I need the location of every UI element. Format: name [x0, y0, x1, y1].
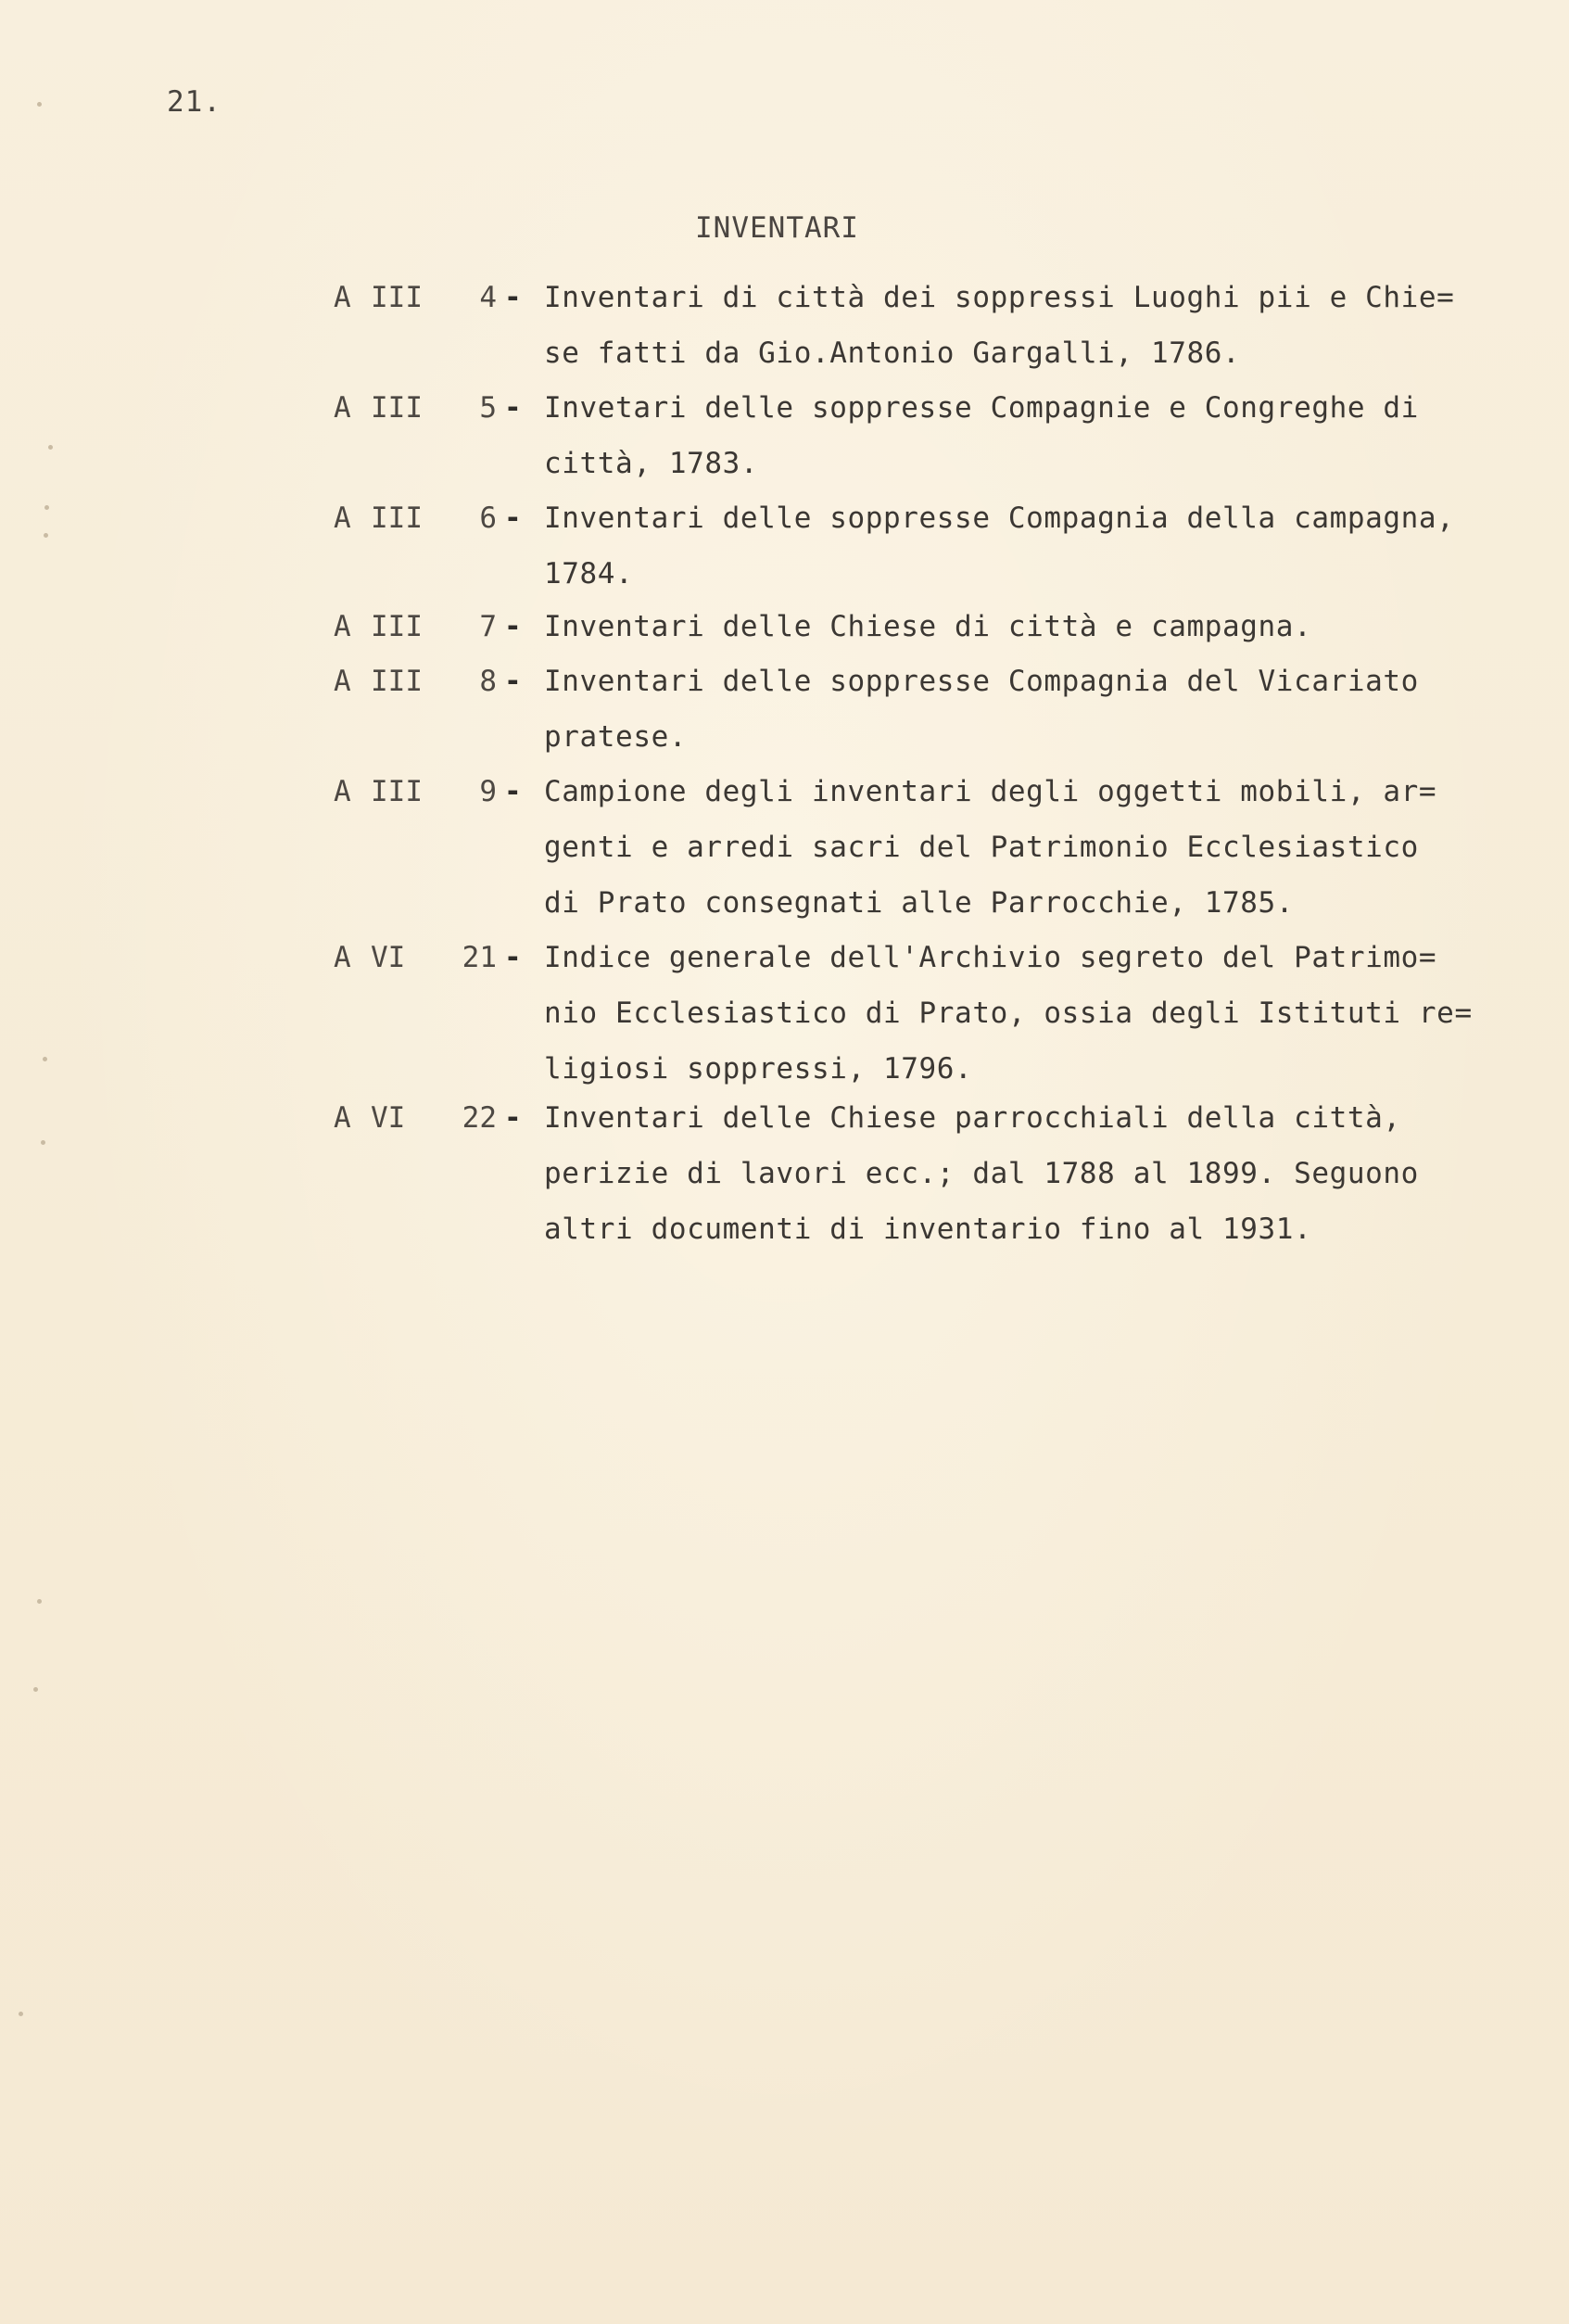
entry-line: genti e arredi sacri del Patrimonio Ecclesiastico [544, 831, 1419, 864]
entry-line: Inventari di città dei soppressi Luoghi pii e Chie= [544, 281, 1455, 314]
entry-line: altri documenti di inventario fino al 1931. [544, 1213, 1312, 1246]
series-letter: A [334, 941, 351, 974]
item-number: 6 [479, 502, 497, 535]
series-letter: A [334, 391, 351, 425]
item-number: 7 [479, 610, 497, 643]
entry-line: pratese. [544, 720, 688, 754]
entry-description [544, 654, 1489, 765]
shelf-mark [334, 930, 497, 985]
entry-line: Inventari delle Chiese parrocchiali della città, [544, 1101, 1401, 1135]
series-roman: III [371, 391, 423, 425]
entry-line: Inventari delle Chiese di città e campagna. [544, 610, 1312, 643]
shelf-mark [334, 1090, 497, 1146]
page-number: 21. [167, 85, 221, 119]
separator-dash: - [504, 941, 522, 974]
item-number: 21 [462, 941, 497, 974]
entry-line: Invetari delle soppresse Compagnie e Congreghe di [544, 391, 1419, 425]
series-roman: VI [371, 941, 406, 974]
entry-line: Campione degli inventari degli oggetti mobili, ar= [544, 775, 1437, 808]
entry-line: città, 1783. [544, 447, 759, 480]
series-roman: VI [371, 1101, 406, 1135]
item-number: 8 [479, 665, 497, 698]
series-roman: III [371, 665, 423, 698]
entry-description [544, 490, 1489, 602]
separator-dash: - [504, 610, 522, 643]
entry-description [544, 599, 1489, 654]
separator-dash: - [504, 281, 522, 314]
entry-line: Inventari delle soppresse Compagnia del Vicariato [544, 665, 1419, 698]
entry-line: perizie di lavori ecc.; dal 1788 al 1899. Seguono [544, 1157, 1419, 1190]
series-roman: III [371, 610, 423, 643]
entry-description [544, 930, 1489, 1097]
item-number: 22 [462, 1101, 497, 1135]
series-letter: A [334, 502, 351, 535]
series-letter: A [334, 610, 351, 643]
item-number: 5 [479, 391, 497, 425]
entry-description [544, 764, 1489, 931]
shelf-mark [334, 654, 497, 709]
separator-dash: - [504, 775, 522, 808]
shelf-mark [334, 599, 497, 654]
entry-description [544, 380, 1489, 491]
series-roman: III [371, 502, 423, 535]
entry-line: Inventari delle soppresse Compagnia della campagna, [544, 502, 1455, 535]
entry-line: ligiosi soppressi, 1796. [544, 1052, 973, 1086]
series-letter: A [334, 665, 351, 698]
item-number: 9 [479, 775, 497, 808]
separator-dash: - [504, 665, 522, 698]
shelf-mark [334, 270, 497, 325]
separator-dash: - [504, 391, 522, 425]
entry-line: se fatti da Gio.Antonio Gargalli, 1786. [544, 337, 1241, 370]
series-letter: A [334, 775, 351, 808]
series-letter: A [334, 281, 351, 314]
series-letter: A [334, 1101, 351, 1135]
entry-line: di Prato consegnati alle Parrocchie, 1785. [544, 886, 1295, 920]
shelf-mark [334, 380, 497, 436]
series-roman: III [371, 281, 423, 314]
shelf-mark [334, 490, 497, 546]
series-roman: III [371, 775, 423, 808]
shelf-mark [334, 764, 497, 819]
entry-description [544, 270, 1489, 381]
entry-line: 1784. [544, 557, 634, 591]
entry-line: Indice generale dell'Archivio segreto del Patrimo= [544, 941, 1437, 974]
separator-dash: - [504, 1101, 522, 1135]
page-title: INVENTARI [695, 211, 859, 245]
entry-line: nio Ecclesiastico di Prato, ossia degli Istituti re= [544, 997, 1473, 1030]
entry-description [544, 1090, 1489, 1257]
item-number: 4 [479, 281, 497, 314]
separator-dash: - [504, 502, 522, 535]
